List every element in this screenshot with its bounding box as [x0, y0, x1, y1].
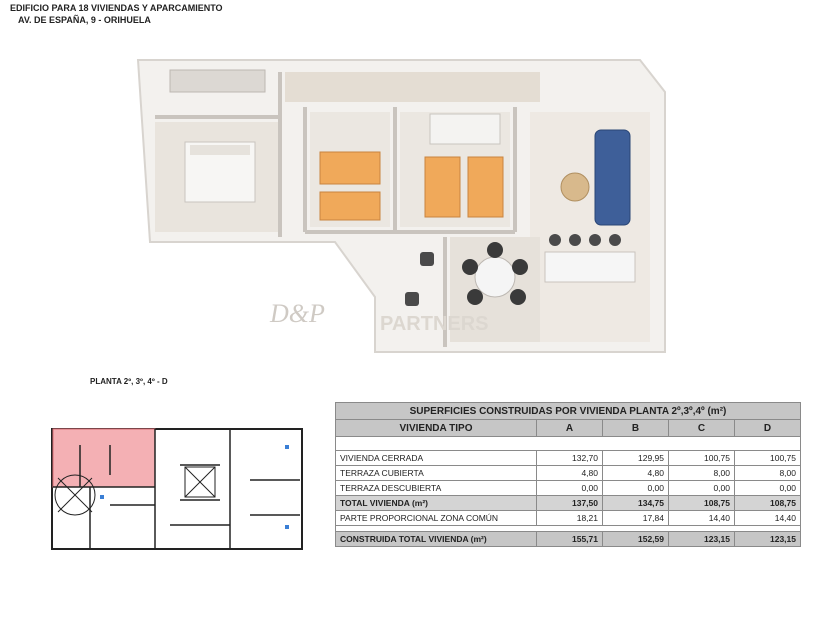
total-label: TOTAL VIVIENDA (m²)	[336, 496, 537, 511]
watermark-logo: D&P	[270, 299, 325, 328]
sofa	[595, 130, 630, 225]
spacer-row	[336, 437, 801, 451]
table-row	[336, 481, 801, 496]
col-header-a: A	[537, 420, 603, 437]
cell: 100,75	[735, 451, 801, 466]
bathroom	[430, 114, 500, 144]
building-address: AV. DE ESPAÑA, 9 - ORIHUELA	[18, 15, 151, 25]
watermark-text: PARTNERS	[380, 313, 489, 335]
bed-3	[425, 157, 460, 217]
cell: 108,75	[669, 496, 735, 511]
living-floor	[530, 112, 650, 342]
col-header-type: VIVIENDA TIPO	[336, 420, 537, 437]
cell: 100,75	[669, 451, 735, 466]
cell: 8,00	[669, 466, 735, 481]
cell: 108,75	[735, 496, 801, 511]
table-row	[336, 451, 801, 466]
key-plan	[50, 425, 305, 553]
common-label: PARTE PROPORCIONAL ZONA COMÚN	[336, 511, 537, 526]
grand-total-row	[336, 532, 801, 547]
cell: 0,00	[669, 481, 735, 496]
cell: 14,40	[735, 511, 801, 526]
table-row	[336, 466, 801, 481]
grand-total-label: CONSTRUIDA TOTAL VIVIENDA (m²)	[336, 532, 537, 547]
common-row	[336, 511, 801, 526]
row-label: TERRAZA DESCUBIERTA	[336, 481, 537, 496]
coffee-table	[561, 173, 589, 201]
cell: 129,95	[603, 451, 669, 466]
hall-floor	[285, 72, 540, 102]
cell: 0,00	[735, 481, 801, 496]
cell: 123,15	[669, 532, 735, 547]
row-label: TERRAZA CUBIERTA	[336, 466, 537, 481]
col-header-c: C	[669, 420, 735, 437]
cell: 0,00	[603, 481, 669, 496]
col-header-d: D	[735, 420, 801, 437]
kitchen-counter	[170, 70, 265, 92]
dining-table	[475, 257, 515, 297]
bed-2	[320, 192, 380, 220]
highlighted-unit	[53, 429, 155, 487]
bed-1	[320, 152, 380, 184]
floor-plan-3d	[130, 52, 675, 362]
total-row	[336, 496, 801, 511]
table-title: SUPERFICIES CONSTRUIDAS POR VIVIENDA PLANTA 2º,3º,4º (m²)	[336, 403, 801, 420]
cell: 132,70	[537, 451, 603, 466]
cell: 4,80	[537, 466, 603, 481]
cell: 152,59	[603, 532, 669, 547]
cell: 14,40	[669, 511, 735, 526]
kitchen-island	[545, 252, 635, 282]
row-label: VIVIENDA CERRADA	[336, 451, 537, 466]
cell: 0,00	[537, 481, 603, 496]
col-header-b: B	[603, 420, 669, 437]
cell: 18,21	[537, 511, 603, 526]
bed-4	[468, 157, 503, 217]
cell: 8,00	[735, 466, 801, 481]
cell: 155,71	[537, 532, 603, 547]
building-title: EDIFICIO PARA 18 VIVIENDAS Y APARCAMIENTO	[10, 3, 223, 13]
surface-table	[335, 402, 801, 547]
cell: 137,50	[537, 496, 603, 511]
document-header	[10, 2, 223, 26]
cell: 134,75	[603, 496, 669, 511]
floor-label: PLANTA 2º, 3º, 4º - D	[90, 377, 168, 386]
cell: 17,84	[603, 511, 669, 526]
cell: 123,15	[735, 532, 801, 547]
cell: 4,80	[603, 466, 669, 481]
pillows	[190, 145, 250, 155]
